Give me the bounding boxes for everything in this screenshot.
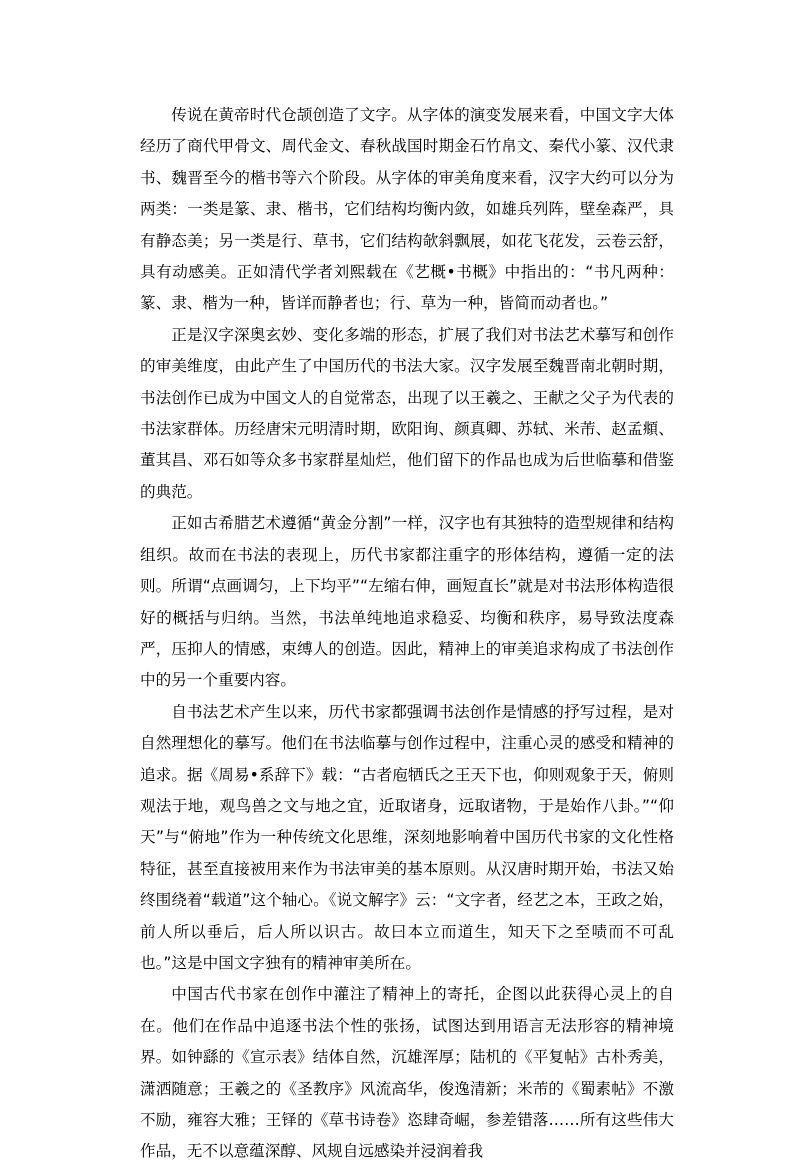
paragraph-2: 正是汉字深奥玄妙、变化多端的形态，扩展了我们对书法艺术摹写和创作的审美维度，由此产生了中国历代的书法大家。汉字发展至魏晋南北朝时期，书法创作已成为中国文人的自觉常态，出现了以王羲之、王献之父子为代表的书法家群体。历经唐宋元明清时期，欧阳询、颜真卿、苏轼、米芾、赵孟頫、董其昌、邓石如等众多书家群星灿烂，他们留下的作品也成为后世临摹和借鉴的典范。 — [140, 325, 674, 501]
paragraph-4: 自书法艺术产生以来，历代书家都强调书法创作是情感的抒写过程，是对自然理想化的摹写。他们在书法临摹与创作过程中，注重心灵的感受和精神的追求。据《周易•系辞下》载：“古者庖牺氏之王天下也，仰则观象于天，俯则观法于地，观鸟兽之文与地之宜，近取诸身，远取诸物，于是始作八卦。”“仰天”与“俯地”作为一种传统文化思维，深刻地影响着中国历代书家的文化性格特征，甚至直接被用来作为书法审美的基本原则。从汉唐时期开始，书法又始终围绕着“载道”这个轴心。《说文解字》云：“文字者，经艺之本，王政之始，前人所以垂后，后人所以识古。故曰本立而道生，知天下之至啧而不可乱也。”这是中国文字独有的精神审美所在。 — [140, 702, 674, 972]
paragraph-3: 正如古希腊艺术遵循“黄金分割”一样，汉字也有其独特的造型规律和结构组织。故而在书法的表现上，历代书家都注重字的形体结构，遵循一定的法则。所谓“点画调匀，上下均平”“左缩右伸，画短直长”就是对书法形体构造很好的概括与归纳。当然，书法单纯地追求稳妥、均衡和秩序，易导致法度森严，压抑人的情感，束缚人的创造。因此，精神上的审美追求构成了书法创作中的另一个重要内容。 — [140, 514, 674, 690]
paragraph-5: 中国古代书家在创作中灌注了精神上的寄托，企图以此获得心灵上的自在。他们在作品中追逐书法个性的张扬，试图达到用语言无法形容的精神境界。如钟繇的《宣示表》结体自然，沉雄浑厚；陆机的《平复帖》古朴秀美，潇洒随意；王羲之的《圣教序》风流高华，俊逸清新；米芾的《蜀素帖》不激不励，雍容大雅；王铎的《草书诗卷》恣肆奇崛，参差错落……所有这些伟大作品，无不以意蕴深醇、风规自远感染并浸润着我 — [140, 985, 674, 1161]
paragraph-1: 传说在黄帝时代仓颉创造了文字。从字体的演变发展来看，中国文字大体经历了商代甲骨文、周代金文、春秋战国时期金石竹帛文、秦代小篆、汉代隶书、魏晋至今的楷书等六个阶段。从字体的审美角度来看，汉字大约可以分为两类：一类是篆、隶、楷书，它们结构均衡内敛，如雄兵列阵，壁垒森严，具有静态美；另一类是行、草书，它们结构欹斜飘展，如花飞花发，云卷云舒，具有动感美。正如清代学者刘熙载在《艺概•书概》中指出的：“书凡两种：篆、隶、楷为一种，皆详而静者也；行、草为一种，皆简而动者也。” — [140, 106, 674, 313]
document-body — [140, 100, 674, 1168]
